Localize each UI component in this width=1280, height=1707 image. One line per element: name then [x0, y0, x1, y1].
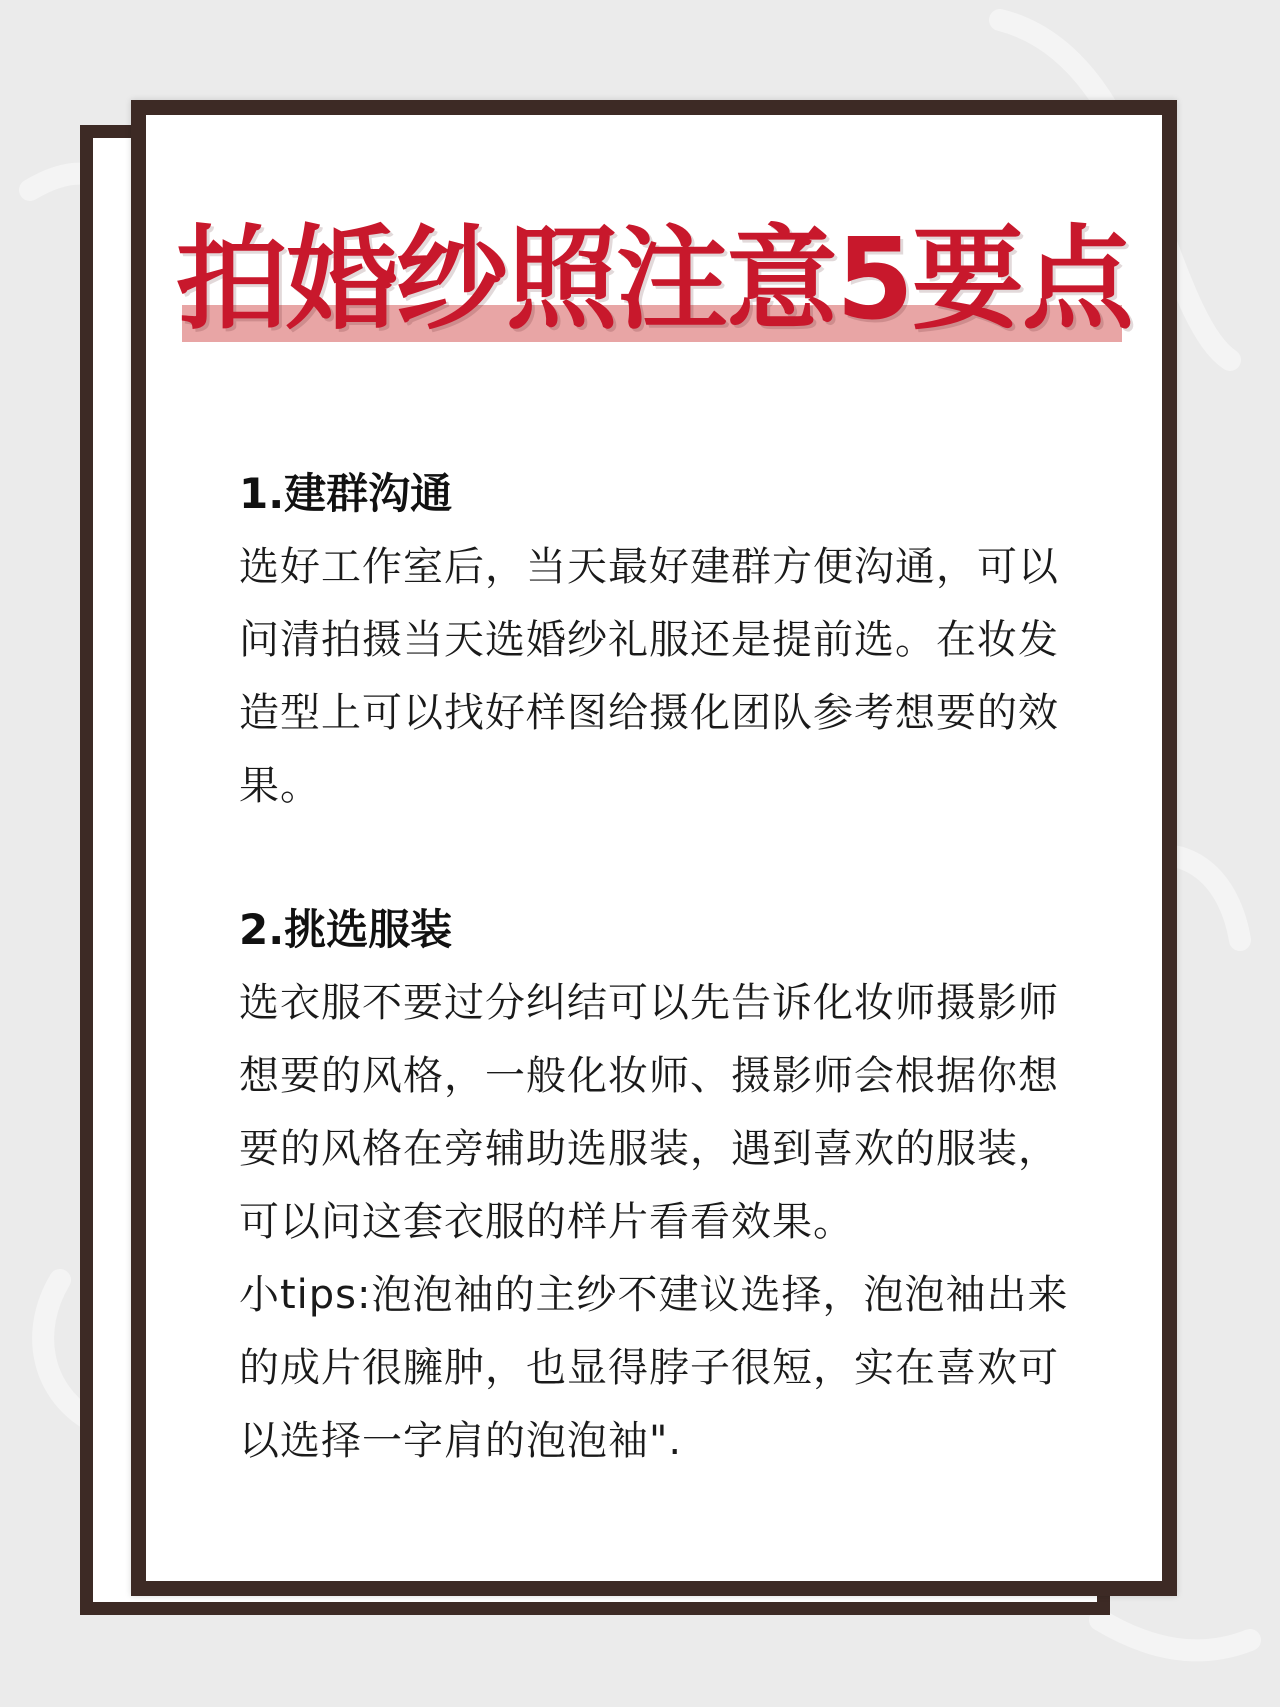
section-divider-space	[239, 823, 1099, 901]
content-body	[239, 465, 1099, 1478]
section-heading-1: 1.建群沟通	[239, 469, 453, 518]
section-heading-2: 2.挑选服装	[239, 905, 453, 954]
section-2-tips-paragraph: 小tips:泡泡袖的主纱不建议选择，泡泡袖出来的成片很臃肿，也显得脖子很短，实在喜欢可以选择一字肩的泡泡袖".	[239, 1272, 1069, 1464]
front-paper-card	[131, 100, 1177, 1596]
page-title: 拍婚纱照注意5要点	[176, 215, 1132, 345]
section-2-paragraph: 选衣服不要过分纠结可以先告诉化妆师摄影师想要的风格，一般化妆师、摄影师会根据你想要的风格在旁辅助选服装，遇到喜欢的服装，可以问这套衣服的样片看看效果。	[239, 980, 1059, 1245]
title-block	[176, 215, 1132, 350]
section-1-paragraph: 选好工作室后，当天最好建群方便沟通，可以问清拍摄当天选婚纱礼服还是提前选。在妆发造型上可以找好样图给摄化团队参考想要的效果。	[239, 544, 1059, 809]
